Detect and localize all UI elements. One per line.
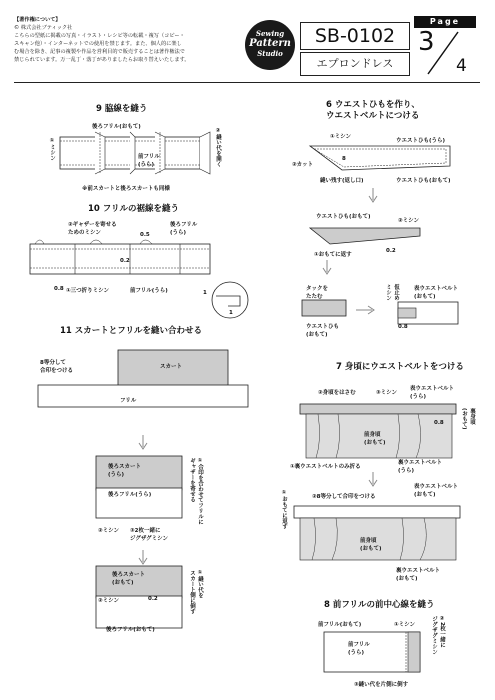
step11-machine-b-label: ②ミシン <box>98 598 120 604</box>
step7-machine3-label: ③ミシン <box>376 390 398 396</box>
step6-baste-label: 仮止め ミシン <box>385 284 399 301</box>
step6-tie-omote: ウエストひも(おもて) <box>396 178 451 184</box>
step11-back-frill-omote: 後ろフリル(おもて) <box>106 627 155 633</box>
step11-skirt-frill-illustration <box>30 345 250 415</box>
step6-tie-omote3: ウエストひも (おもて) <box>306 324 340 338</box>
step11-back-skirt-ura: 後ろスカート (うら) <box>108 464 142 478</box>
step8-fold-label: ③縫い代を片側に倒す <box>354 682 409 688</box>
step7-front-body-label: 前身頃 (おもて) <box>364 432 386 446</box>
arrow-down-icon <box>368 472 378 488</box>
step6-tuck-label: タックを たたむ <box>306 286 329 300</box>
step11-back-frill-ura: 後ろフリル(うら) <box>108 492 152 498</box>
arrow-down-icon <box>368 188 378 204</box>
step10-back-frill-label: 後ろフリル (うら) <box>170 222 198 236</box>
pattern-name: エプロンドレス <box>300 52 410 76</box>
step11-frill-label: フリル <box>120 398 137 404</box>
header-divider <box>14 82 480 83</box>
step10-gather-label: ②ギャザーを寄せる ためのミシン <box>68 222 117 236</box>
page-current: 3 <box>418 27 435 57</box>
step7-back-body-label: 裏身頃 (おもて) <box>461 408 475 430</box>
step7-front-body2-label: 前身頃 (おもて) <box>360 538 382 552</box>
step6-tie-turned-illustration <box>300 222 430 252</box>
step8-front-frill-ura: 前フリル (うら) <box>348 642 370 656</box>
step6-tie-omote2: ウエストひも(おもて) <box>316 214 371 220</box>
step6-dim-02: 0.2 <box>386 248 396 254</box>
step11-zigzag-label: ③2枚一緒に ジグザグミシン <box>130 528 169 542</box>
step10-dim-08: 0.8 <box>54 286 64 292</box>
step7-front-belt2-label: 表ウエストベルト (おもて) <box>414 484 459 498</box>
step10-one-b: 1 <box>229 310 233 316</box>
step9-open-allowance-label: ②縫い代を開く <box>215 128 221 167</box>
step6-dim-8: 8 <box>342 156 346 162</box>
step7-dim-08: 0.8 <box>434 420 444 426</box>
step6-leave-open: 縫い残す(返し口) <box>320 178 364 184</box>
step6-title: 6 ウエストひもを作り、 ウエストベルトにつける <box>326 100 420 121</box>
step8-illustration <box>322 630 427 678</box>
sewing-pattern-studio-logo: Sewing Pattern Studio <box>245 20 295 70</box>
step10-dim-02: 0.2 <box>120 258 130 264</box>
arrow-right-icon <box>356 306 376 314</box>
step7-sandwich-label: ②身頃をはさむ <box>318 390 356 396</box>
step11-align-gather-label: ①合印を合わせてフリルに ギャザーを寄せる <box>189 458 203 525</box>
copyright-heading: 【著作権について】 <box>14 17 61 23</box>
step6-tie-ura: ウエストひも(うら) <box>396 138 446 144</box>
step7-front-belt-label: 表ウエストベルト (うら) <box>410 386 455 400</box>
step7-inner-belt-label: 裏ウエストベルト (うら) <box>398 460 443 474</box>
step11-skirt-label: スカート <box>160 364 183 370</box>
step9-illustration <box>60 132 210 172</box>
step10-front-frill-label: 前フリル(うら) <box>130 288 168 294</box>
step11-title: 11 スカートとフリルを縫い合わせる <box>60 326 202 336</box>
step9-note: ※前スカートと後ろスカートも同様 <box>82 186 170 192</box>
step11-back-skirt-omote: 後ろスカート (おもて) <box>112 572 146 586</box>
page-total: 4 <box>456 56 467 76</box>
arrow-down-icon <box>138 435 148 451</box>
step9-machine-label: ①ミシン <box>49 138 55 161</box>
step10-one-a: 1 <box>203 290 207 296</box>
page-label: Page <box>414 16 476 28</box>
copyright-line: む場合を除き、記事の複製や作品を営利目的で販売することは著作権法で <box>14 49 185 55</box>
step6-cut-label: ②カット <box>292 162 314 168</box>
step6-tuck-illustration <box>300 298 350 320</box>
step10-dim-05: 0.5 <box>140 232 150 238</box>
step9-title: 9 脇線を縫う <box>96 104 148 114</box>
step7-finished-illustration <box>292 502 464 564</box>
copyright-line: 禁じられています。万一乱丁・落丁がありましたらお取り替えいたします。 <box>14 57 190 63</box>
step6-machine-label: ①ミシン <box>330 134 352 140</box>
copyright-line: こちらの型紙に掲載の写真・イラスト・レシピ等の転載・複写（コピー・ <box>14 33 185 39</box>
step11-dim-02: 0.2 <box>148 596 158 602</box>
step9-back-frill-label: 後ろフリル(おもて) <box>92 124 141 130</box>
step8-machine-label: ①ミシン <box>394 622 416 628</box>
step6-tie-illustration <box>300 140 460 180</box>
step11-machine-label: ②ミシン <box>98 528 120 534</box>
step6-turn-out-label: ①おもてに返す <box>314 252 352 258</box>
step11-divide-label: 8等分して 合印をつける <box>40 360 74 374</box>
arrow-down-icon <box>138 550 148 566</box>
step10-tri-fold-label: ①三つ折りミシン <box>66 288 110 294</box>
step6-dim-08: 0.8 <box>398 324 408 330</box>
copyright-notice <box>14 16 239 64</box>
pattern-code: SB-0102 <box>300 22 410 50</box>
step7-title: 7 身頃にウエストベルトをつける <box>336 362 464 372</box>
step9-front-frill-label: 前フリル (うら) <box>138 154 160 168</box>
step8-front-frill-omote: 前フリル(おもて) <box>318 622 362 628</box>
arrow-down-icon <box>322 260 332 276</box>
step11-fold-allowance-label: ①縫い代を スカート側に倒す <box>189 570 203 614</box>
copyright-line: スキャン他）・インターネットでの使用を禁じます。また、個人的に楽し <box>14 41 182 47</box>
step8-zigzag-label: ②2枚一緒に ジグザグミシン <box>431 616 445 655</box>
step7-divide8-label: ②8等分して合印をつける <box>312 494 376 500</box>
step8-title: 8 前フリルの前中心線を縫う <box>324 600 435 610</box>
step6-front-belt-label: 表ウエストベルト (おもて) <box>414 286 459 300</box>
step10-title: 10 フリルの裾線を縫う <box>88 204 179 214</box>
step7-inner-fold-label: ①裏ウエストベルトのみ折る <box>290 464 361 470</box>
step7-inner-belt2-label: 裏ウエストベルト (おもて) <box>396 568 441 582</box>
step7-turn-out-label: ①おもてに返す <box>281 490 287 529</box>
copyright-company: © 株式会社ブティック社 <box>14 25 73 31</box>
step6-machine2-label: ②ミシン <box>398 218 420 224</box>
